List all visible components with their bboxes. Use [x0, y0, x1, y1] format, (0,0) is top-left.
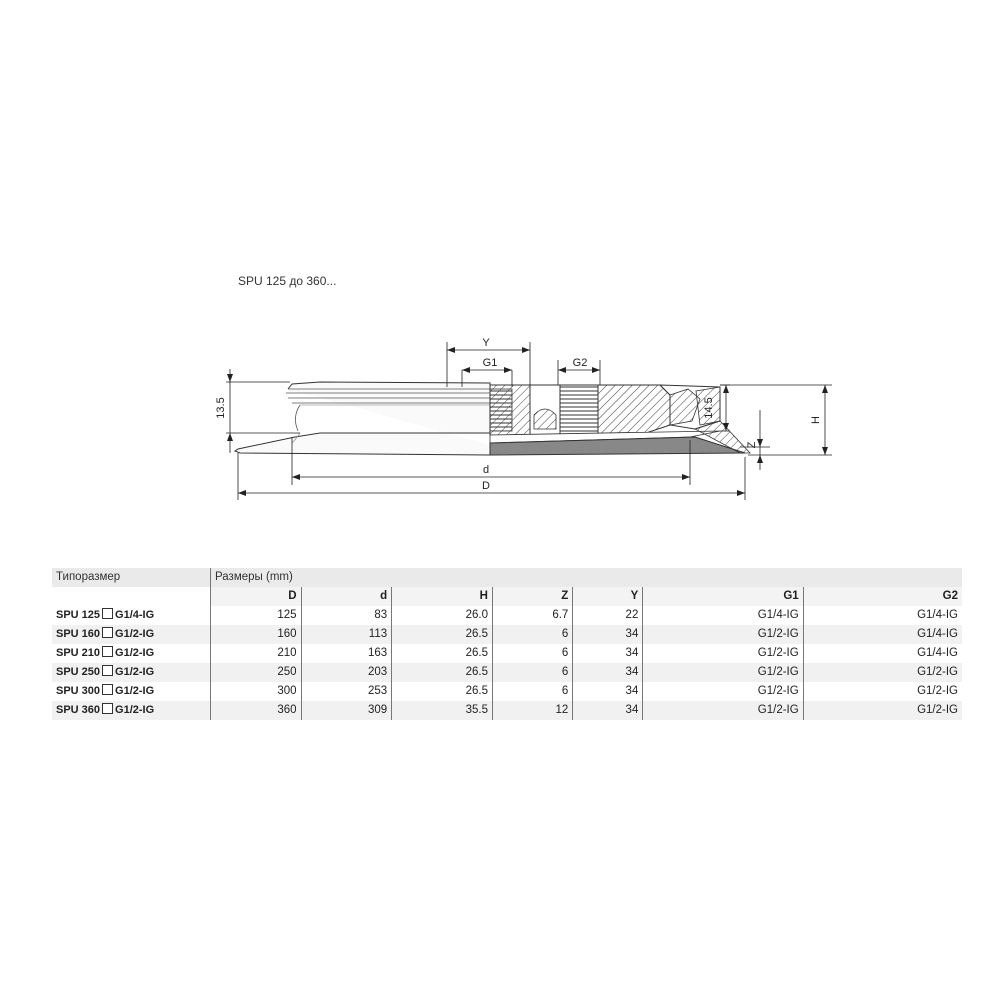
dimensions-table [52, 568, 962, 720]
type-name [52, 625, 211, 644]
cell-G1: G1/2-IG [643, 701, 803, 720]
table-row [52, 625, 962, 644]
cell-d: 113 [301, 625, 392, 644]
cell-H: 26.0 [392, 606, 493, 625]
cell-G2: G1/4-IG [803, 606, 962, 625]
label-y: Y [482, 337, 490, 349]
cell-H: 26.5 [392, 663, 493, 682]
table-row [52, 644, 962, 663]
table-row [52, 682, 962, 701]
label-g2: G2 [572, 357, 588, 369]
cell-G1: G1/2-IG [643, 625, 803, 644]
col-header-Z: Z [492, 587, 572, 606]
cell-d: 163 [301, 644, 392, 663]
placeholder-box-icon [102, 703, 113, 714]
col-header-G1: G1 [643, 587, 803, 606]
table-row [52, 606, 962, 625]
col-header-D: D [211, 587, 302, 606]
label-14-5: 14.5 [703, 397, 715, 419]
cell-Z: 6.7 [492, 606, 572, 625]
label-z: Z [746, 441, 758, 449]
cell-Y: 34 [573, 625, 643, 644]
type-prefix: SPU 300 [56, 685, 101, 697]
table-column-header [52, 587, 962, 606]
type-suffix: G1/2-IG [115, 647, 155, 659]
label-d-big: D [482, 480, 490, 492]
cell-D: 160 [211, 625, 302, 644]
type-suffix: G1/2-IG [115, 704, 155, 716]
cell-Z: 6 [492, 625, 572, 644]
technical-drawing [200, 325, 840, 505]
type-suffix: G1/2-IG [115, 666, 155, 678]
cell-Z: 6 [492, 682, 572, 701]
cell-D: 125 [211, 606, 302, 625]
cell-Y: 34 [573, 663, 643, 682]
col-header-G2: G2 [803, 587, 962, 606]
label-g1: G1 [482, 357, 498, 369]
cell-D: 210 [211, 644, 302, 663]
cell-H: 26.5 [392, 625, 493, 644]
label-13-5: 13.5 [215, 397, 227, 419]
type-suffix: G1/2-IG [115, 685, 155, 697]
drawing-caption: SPU 125 до 360... [238, 274, 337, 288]
cell-G2: G1/4-IG [803, 644, 962, 663]
type-prefix: SPU 250 [56, 666, 101, 678]
label-d-small: d [482, 464, 490, 476]
table-row [52, 663, 962, 682]
cell-Y: 34 [573, 644, 643, 663]
cell-G1: G1/2-IG [643, 682, 803, 701]
cell-D: 360 [211, 701, 302, 720]
cell-D: 250 [211, 663, 302, 682]
cell-Z: 6 [492, 663, 572, 682]
cell-Y: 34 [573, 682, 643, 701]
cell-d: 83 [301, 606, 392, 625]
table-group-header [52, 568, 962, 587]
placeholder-box-icon [102, 608, 113, 619]
type-name [52, 682, 211, 701]
table-row [52, 701, 962, 720]
col-header-Y: Y [573, 587, 643, 606]
type-suffix: G1/2-IG [115, 628, 155, 640]
type-name [52, 606, 211, 625]
cell-G2: G1/2-IG [803, 663, 962, 682]
cell-G2: G1/2-IG [803, 701, 962, 720]
type-prefix: SPU 210 [56, 647, 101, 659]
placeholder-box-icon [102, 684, 113, 695]
cell-Z: 12 [492, 701, 572, 720]
cell-G2: G1/4-IG [803, 625, 962, 644]
cell-Z: 6 [492, 644, 572, 663]
type-prefix: SPU 360 [56, 704, 101, 716]
cell-H: 26.5 [392, 682, 493, 701]
placeholder-box-icon [102, 627, 113, 638]
cell-G1: G1/2-IG [643, 663, 803, 682]
type-name [52, 701, 211, 720]
header-type: Типоразмер [52, 568, 211, 587]
label-h: H [810, 416, 822, 424]
cell-G1: G1/2-IG [643, 644, 803, 663]
cell-Y: 34 [573, 701, 643, 720]
type-suffix: G1/4-IG [115, 609, 155, 621]
cell-H: 35.5 [392, 701, 493, 720]
col-header-d: d [301, 587, 392, 606]
cell-G2: G1/2-IG [803, 682, 962, 701]
cell-d: 309 [301, 701, 392, 720]
cup-left-half [235, 382, 490, 455]
type-name [52, 644, 211, 663]
col-header-H: H [392, 587, 493, 606]
cell-d: 203 [301, 663, 392, 682]
cell-d: 253 [301, 682, 392, 701]
cell-H: 26.5 [392, 644, 493, 663]
placeholder-box-icon [102, 646, 113, 657]
cup-section-half [490, 385, 750, 455]
type-prefix: SPU 125 [56, 609, 101, 621]
type-prefix: SPU 160 [56, 628, 101, 640]
cell-Y: 22 [573, 606, 643, 625]
type-name [52, 663, 211, 682]
cell-D: 300 [211, 682, 302, 701]
cell-G1: G1/4-IG [643, 606, 803, 625]
placeholder-box-icon [102, 665, 113, 676]
header-dims: Размеры (mm) [211, 568, 963, 587]
